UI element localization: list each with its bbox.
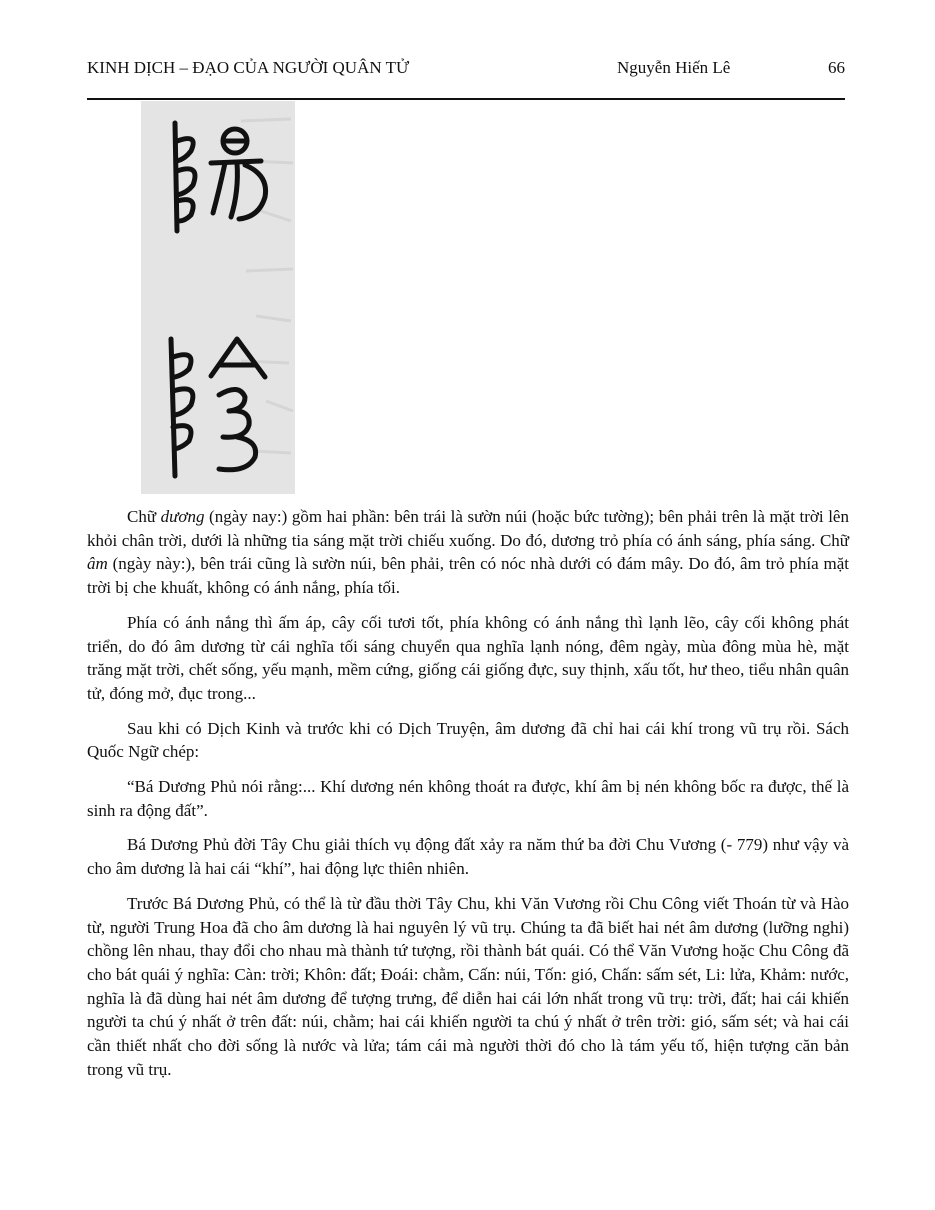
running-header (87, 58, 845, 82)
p1-text-a: Chữ (127, 507, 161, 526)
paragraph-1 (87, 505, 849, 600)
paragraph-5: Bá Dương Phủ đời Tây Chu giải thích vụ động đất xảy ra năm thứ ba đời Chu Vương (- 779) như vậy và cho âm dương là hai cái “khí”, hai động lực thiên nhiên. (87, 835, 849, 879)
header-rule (87, 98, 845, 100)
p1-text-e: (ngày này:), bên trái cũng là sườn núi, bên phải, trên có nóc nhà dưới có đám mây. Do đó, âm trỏ phía mặt trời bị che khuất, không có ánh nắng, phía tối. (87, 554, 849, 598)
book-title: KINH DỊCH – ĐẠO CỦA NGƯỜI QUÂN TỬ (87, 58, 410, 77)
paragraph-6: Trước Bá Dương Phủ, có thể là từ đầu thời Tây Chu, khi Văn Vương rồi Chu Công viết Thoán từ và Hào từ, người Trung Hoa đã cho âm dương là hai nguyên lý vũ trụ. Chúng ta đã biết hai nét âm dương (lưỡng nghi) chồng lên nhau, thay đổi cho nhau mà thành tứ tượng, rồi thành bát quái. Có thể Văn Vương hoặc Chu Công đã cho bát quái ý nghĩa: Càn: trời; Khôn: đất; Đoái: chằm, Cấn: núi, Tốn: gió, Chấn: sấm sét, Li: lửa, Khảm: nước, nghĩa là đã dùng hai nét âm dương để tượng trưng, để diễn hai cái lớn nhất trong vũ trụ: trời, đất; hai cái khiến người ta chú ý nhất ở trên đất: núi, chằm; hai cái khiến người ta chú ý nhất ở trên trời: gió, sấm sét; và hai cái cần thiết nhất cho đời sống là nước và lửa; tám cái mà người thời đó cho là tám yếu tố, hiện tượng căn bản trong vũ trụ. (87, 893, 849, 1079)
page-number: 66 (828, 58, 845, 77)
paragraph-4-quote: “Bá Dương Phủ nói rằng:... Khí dương nén không thoát ra được, khí âm bị nén không bốc ra được, thế là sinh ra động đất”. (87, 777, 849, 820)
author-name: Nguyễn Hiến Lê (617, 58, 731, 77)
p1-text-c: (ngày nay:) gồm hai phần: bên trái là sườn núi (hoặc bức tường); bên phải trên là mặt trời lên khỏi chân trời, dưới là những tia sáng mặt trời chiếu xuống. Do đó, dương trỏ phía có ánh sáng, phía sáng. Chữ (87, 507, 849, 550)
seal-script-image (141, 101, 295, 494)
paragraph-2: Phía có ánh nắng thì ấm áp, cây cối tươi tốt, phía không có ánh nắng thì lạnh lẽo, cây cối không phát triển, do đó âm dương từ cái nghĩa tối sáng chuyển qua nghĩa lạnh nóng, đêm ngày, mùa đông mùa hè, mặt trăng mặt trời, chết sống, yếu mạnh, mềm cứng, giống cái giống đực, suy thịnh, xấu tốt, hư theo, tiểu nhân quân tử, đóng mở, đục trong... (87, 612, 849, 703)
body-text (87, 505, 849, 1092)
paragraph-3: Sau khi có Dịch Kinh và trước khi có Dịch Truyện, âm dương đã chỉ hai cái khí trong vũ trụ rồi. Sách Quốc Ngữ chép: (87, 718, 849, 762)
p1-term-duong: dương (160, 507, 205, 526)
seal-script-figure (141, 101, 295, 494)
p1-term-am: âm (87, 554, 108, 574)
